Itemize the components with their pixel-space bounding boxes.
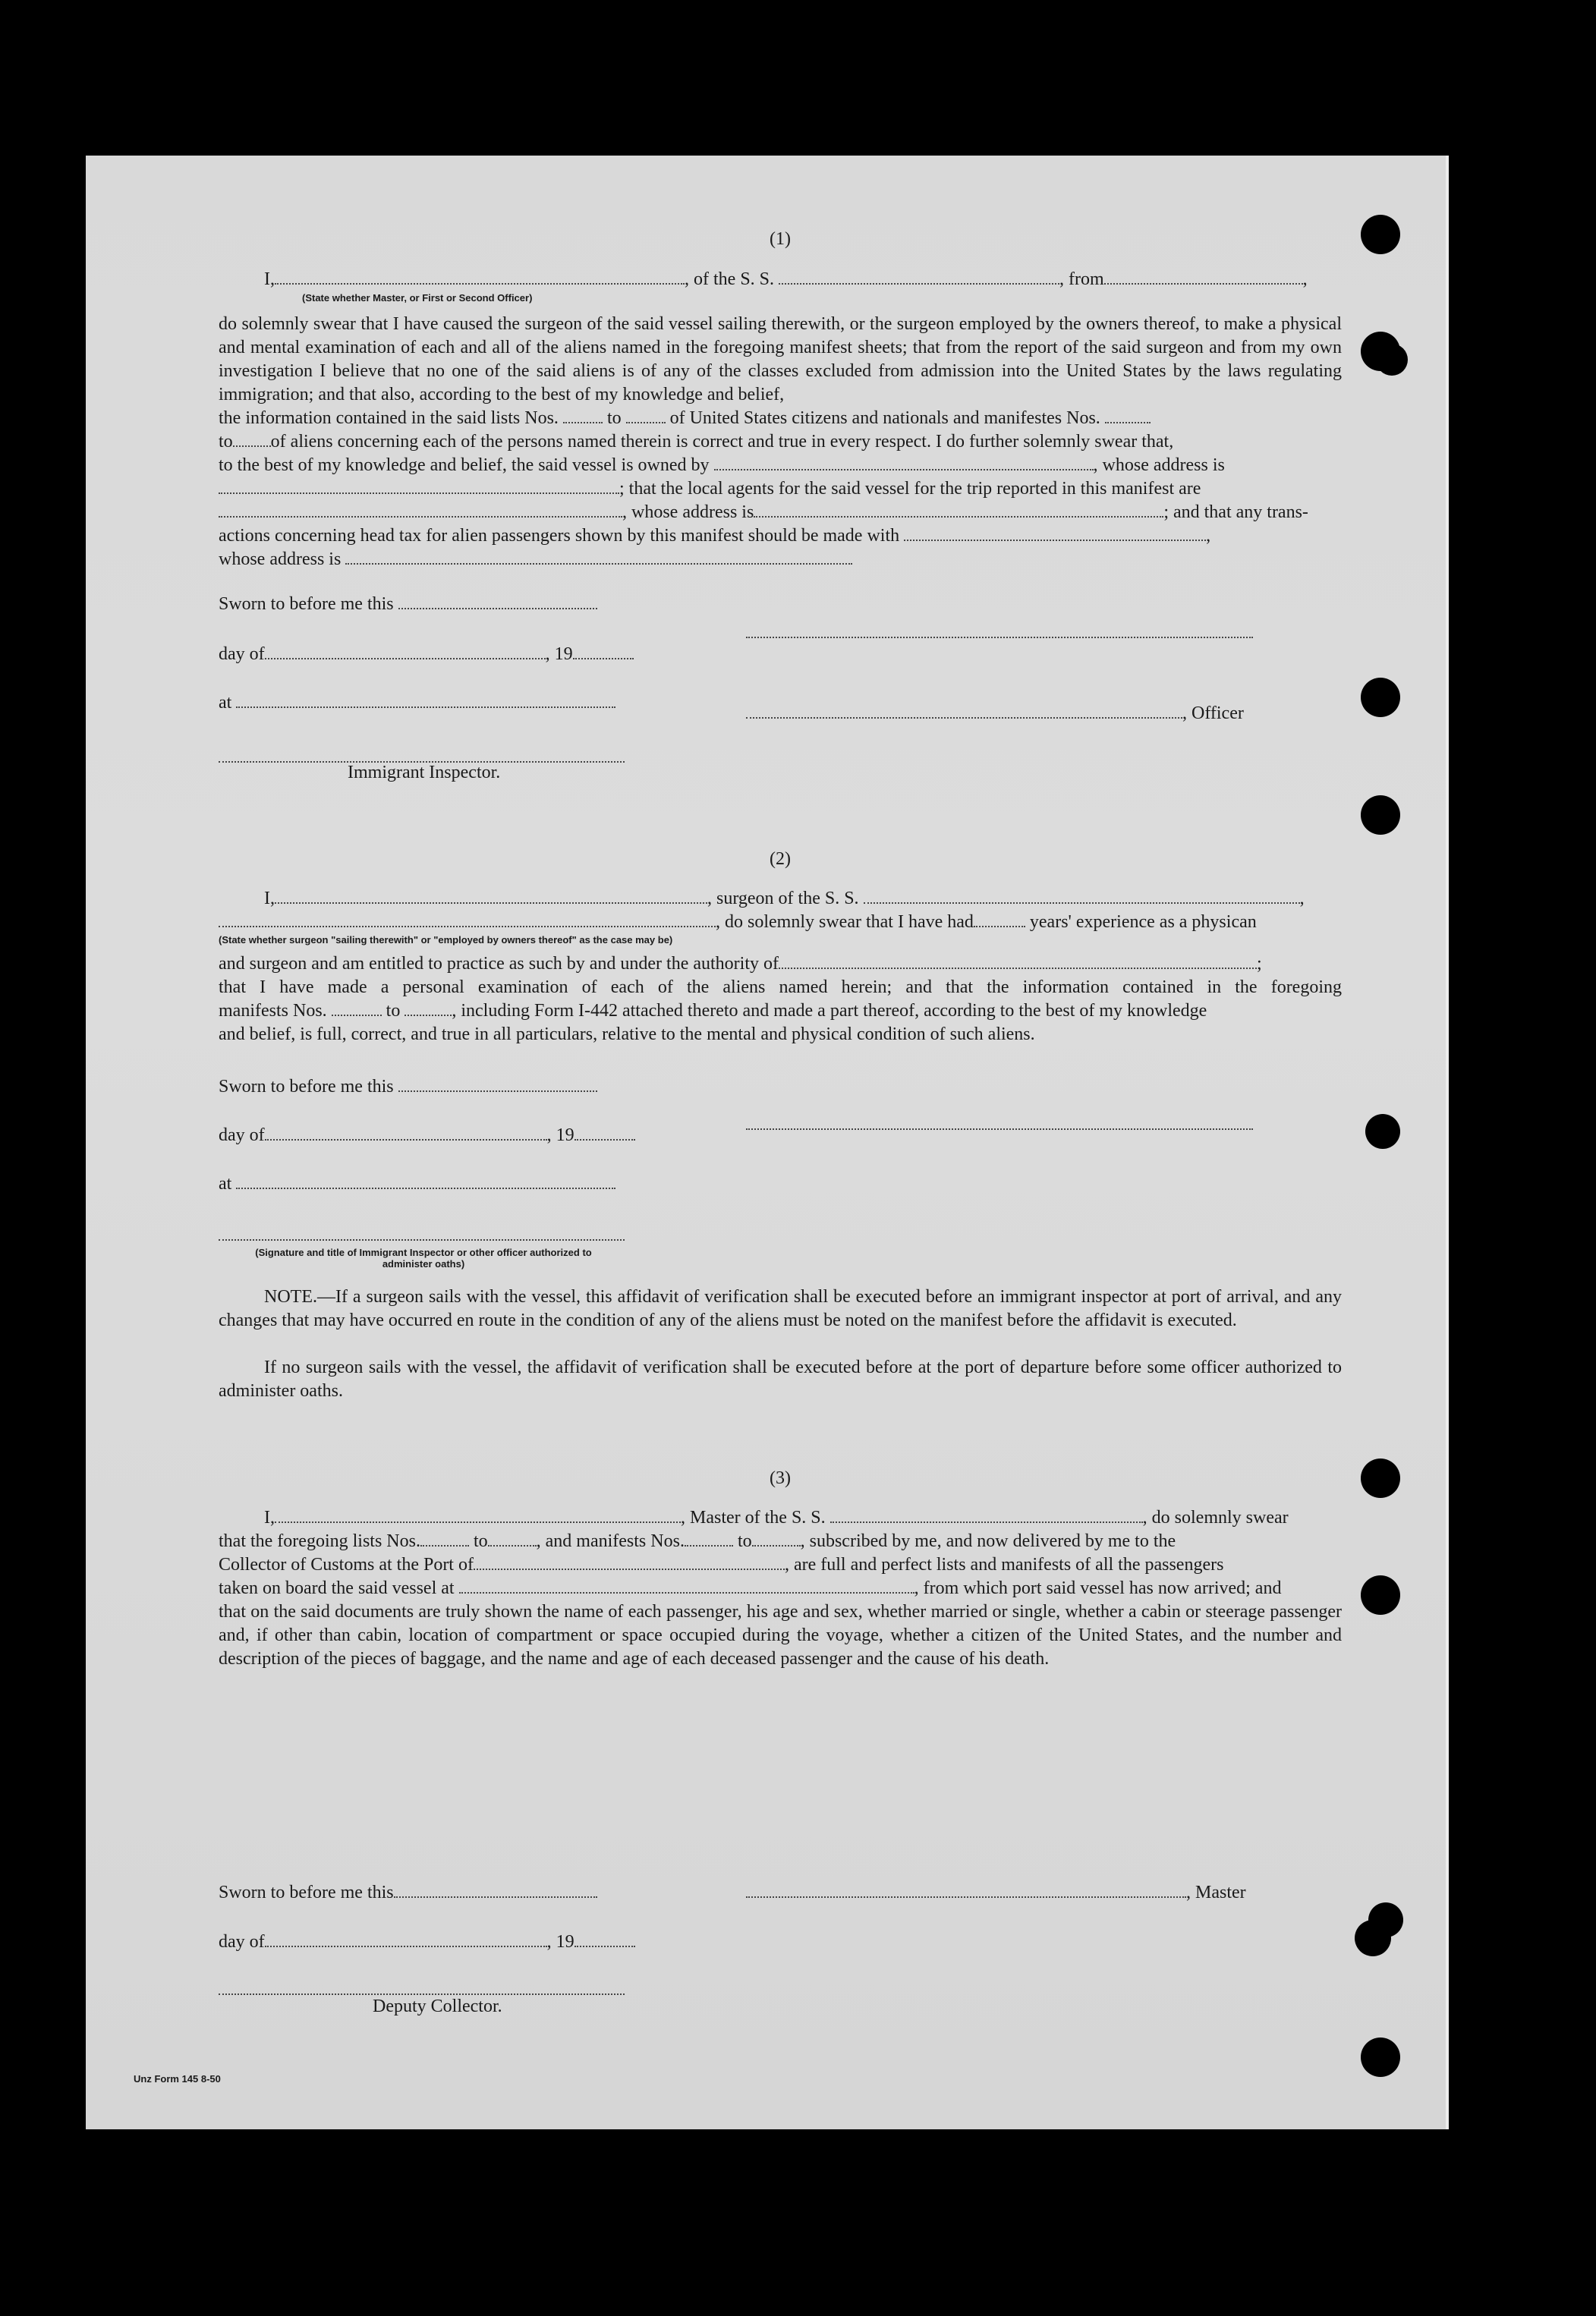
agents-address-field[interactable] [754,502,1163,518]
belief-line: and belief, is full, correct, and true in all particulars, relative to the mental and physical condition of such aliens. [219,1024,1035,1044]
manifests-from-field[interactable] [332,1001,382,1016]
officer-signature-line[interactable] [746,635,1253,638]
surgeon-status-field[interactable] [219,912,716,927]
departure-port-field[interactable] [459,1578,914,1594]
master-signature-field[interactable] [746,1883,1186,1898]
taken-on-board-text: taken on board the said vessel at [219,1578,455,1598]
inspector-signature-line[interactable] [219,1238,625,1241]
form-i442-text: , including Form I-442 attached thereto and made a part thereof, according to the best of my knowledge [452,1001,1207,1021]
lists-nos-label: that the foregoing lists Nos. [219,1531,420,1551]
head-tax-line [219,524,1342,548]
deputy-collector-label: Deputy Collector. [373,1997,502,2016]
master-vessel-field[interactable] [830,1508,1143,1523]
surgeon-caption: (State whether surgeon "sailing therewith" or "employed by owners thereof" as the case may be) [219,934,673,946]
at-label: at [219,1174,232,1194]
year-field[interactable] [574,1932,635,1947]
manifests-line [219,999,1342,1023]
from-port-field[interactable] [1104,269,1303,285]
manifests-from-field[interactable] [1105,408,1151,423]
sworn-label: Sworn to before me this [219,1883,394,1902]
punch-hole [1361,215,1400,254]
foregoing-lists-line [219,1530,1342,1553]
comma: , [1302,269,1308,289]
authority-line [219,952,1342,976]
whose-address-text: , whose address is [622,502,754,522]
year-prefix: , 19 [546,1932,574,1952]
to-label: to [219,432,233,452]
sworn-day-field[interactable] [398,1077,597,1092]
head-tax-party-field[interactable] [904,526,1206,541]
local-agents-text: ; that the local agents for the said vessel for the trip reported in this manifest are [619,479,1201,499]
subscribed-text: , subscribed by me, and now delivered by me to the [800,1531,1176,1551]
punch-hole [1361,1575,1400,1615]
agents-line [219,477,1342,501]
month-field[interactable] [265,1125,547,1141]
collector-text: Collector of Customs at the Port of [219,1555,474,1575]
master-signature-line [746,1883,1246,1903]
semicolon: ; [1257,954,1262,974]
officer-label: , Officer [1182,703,1244,723]
agents-field[interactable] [219,502,622,518]
immigrant-inspector-label: Immigrant Inspector. [348,763,501,782]
officer-line [746,703,1244,724]
examination-line: that I have made a personal examination of each of the aliens named herein; and that the information contained in the foregoing [219,977,1342,997]
whose-address-text: , whose address is [1093,455,1225,475]
day-of-line-1 [219,644,634,665]
authority-field[interactable] [779,954,1257,969]
rank-caption: (State whether Master, or First or Second Officer) [302,292,533,304]
to-label: to [737,1531,752,1551]
at-place-field[interactable] [236,693,615,708]
day-of-label: day of [219,1125,265,1145]
note-paragraph: NOTE.—If a surgeon sails with the vessel, this affidavit of verification shall be executed before an immigrant inspector at port of arrival, and any changes that may have occurred en route in the condition of any of the aliens must be noted on the manifest before the affidavit is executed. [219,1287,1342,1330]
sworn-line-2 [219,1077,597,1097]
at-label: at [219,693,232,713]
surgeon-vessel-field[interactable] [864,889,1300,904]
form-number: Unz Form 145 8-50 [134,2073,221,2085]
collector-line [219,1553,1342,1577]
vessel-name-field[interactable] [779,269,1059,285]
i-label: I, [264,1508,275,1528]
authority-text: and surgeon and am entitled to practice as such by and under the authority of [219,954,779,974]
manifests-nos-label: , and manifests Nos. [536,1531,685,1551]
owner-address-field[interactable] [219,479,619,494]
manifests-to-field[interactable] [405,1001,452,1016]
solemnly-swear-text: , do solemnly swear [1142,1508,1289,1528]
solemnly-swear-text: , do solemnly swear that I have had [716,912,974,932]
lists-to-field[interactable] [626,408,666,423]
punch-hole [1376,344,1408,376]
punch-hole [1361,1459,1400,1498]
day-of-label: day of [219,644,265,664]
agents-address-line [219,501,1342,524]
lists-from-field[interactable] [563,408,603,423]
form-page [86,156,1449,2129]
day-of-label: day of [219,1932,265,1952]
signature-caption: (Signature and title of Immigrant Inspector or other officer authorized to administer oaths) [255,1247,592,1270]
surgeon-line [219,887,1342,911]
section-2-number: (2) [770,849,791,869]
punch-hole [1355,1920,1391,1956]
master-line [219,1506,1342,1530]
port-field[interactable] [474,1555,785,1570]
master-of-ss-label: , Master of the S. S. [681,1508,826,1528]
perfect-lists-text: , are full and perfect lists and manifests of all the passengers [784,1555,1224,1575]
head-tax-text: actions concerning head tax for alien passengers shown by this manifest should be made with [219,526,900,546]
experience-line [219,911,1342,934]
owner-field[interactable] [714,455,1094,470]
sworn-day-field[interactable] [398,594,597,609]
at-place-field[interactable] [236,1174,615,1189]
to-label: to [606,408,622,428]
year-prefix: , 19 [545,644,573,664]
manifests-from-field[interactable] [685,1531,733,1547]
collector-signature-line[interactable] [219,1992,625,1995]
sworn-day-field[interactable] [394,1883,597,1898]
comma: , [1206,526,1211,546]
year-field[interactable] [574,1125,635,1141]
sworn-line-1 [219,594,597,615]
section-1-first-line [219,268,1342,291]
section-1-oath-paragraph: do solemnly swear that I have caused the surgeon of the said vessel sailing therewith, or the surgeon employed by the owners thereof, to make a physical and mental examination of each and all of the aliens named in the foregoing manifest sheets; that from the report of the said surgeon and from my own investigation I believe that no one of the said aliens is of any of the classes excluded from admission into the United States by the laws regulating immigration; and that also, according to the best of my knowledge and belief, [219,314,1342,404]
comma: , [1299,889,1305,908]
manifests-to-field[interactable] [752,1531,801,1547]
aliens-text: of aliens concerning each of the persons named therein is correct and true in every respect. I do further solemnly swear that, [270,432,1174,452]
owned-by-text: to the best of my knowledge and belief, the said vessel is owned by [219,455,710,475]
whose-address-text: whose address is [219,549,342,569]
punch-hole [1365,1114,1400,1149]
note-paragraph-2: If no surgeon sails with the vessel, the affidavit of verification shall be executed before at the port of departure before some officer authorized to administer oaths. [219,1358,1342,1401]
sworn-line-3 [219,1883,597,1903]
sworn-label: Sworn to before me this [219,1077,394,1097]
manifests-nos-label: manifests Nos. [219,1001,327,1021]
from-label: , from [1059,269,1104,289]
manifests-to-field[interactable] [233,432,271,447]
surgeon-signature-line[interactable] [746,1127,1253,1130]
punch-hole [1361,795,1400,835]
lists-to-field[interactable] [488,1531,537,1547]
experience-text: years' experience as a physican [1029,912,1257,932]
taken-on-board-line [219,1577,1342,1600]
to-label: to [386,1001,401,1021]
arrived-text: , from which port said vessel has now arrived; and [914,1578,1282,1598]
sworn-label: Sworn to before me this [219,594,394,614]
citizens-text: of United States citizens and nationals and manifestes Nos. [669,408,1100,428]
to-label: to [473,1531,488,1551]
section-3-number: (3) [770,1468,791,1488]
head-tax-address-line [219,548,1342,571]
aliens-line [219,430,1342,454]
info-lists-line [219,407,1342,430]
of-ss-label: , of the S. S. [685,269,775,289]
head-tax-address-field[interactable] [345,549,852,565]
year-prefix: , 19 [546,1125,574,1145]
section-1-number: (1) [770,229,791,249]
at-line-1 [219,693,615,713]
surgeon-of-ss-label: , surgeon of the S. S. [707,889,859,908]
lists-from-field[interactable] [420,1531,469,1547]
documents-paragraph: that on the said documents are truly shown the name of each passenger, his age and sex, whether married or single, whether a cabin or steerage passenger and, if other than cabin, location of compartment or space occupied during the voyage, whether a citizen of the United States, and the number and description of the pieces of baggage, and the name and age of each deceased passenger and the cause of his death. [219,1602,1342,1669]
master-label: , Master [1186,1883,1246,1902]
punch-hole [1361,678,1400,717]
day-of-line-3 [219,1932,635,1953]
punch-hole [1361,2038,1400,2077]
year-field[interactable] [573,644,634,659]
officer-title-field[interactable] [746,703,1182,719]
at-line-2 [219,1174,615,1194]
transactions-text: ; and that any trans- [1163,502,1308,522]
day-of-line-2 [219,1125,635,1146]
years-field[interactable] [974,912,1025,927]
master-name-field[interactable] [275,1508,681,1523]
i-label: I, [264,889,275,908]
rank-field[interactable] [275,269,685,285]
month-field[interactable] [265,644,546,659]
info-text: the information contained in the said lists Nos. [219,408,559,428]
surgeon-name-field[interactable] [275,889,707,904]
month-field[interactable] [265,1932,547,1947]
owner-line [219,454,1342,477]
i-label: I, [264,269,275,289]
